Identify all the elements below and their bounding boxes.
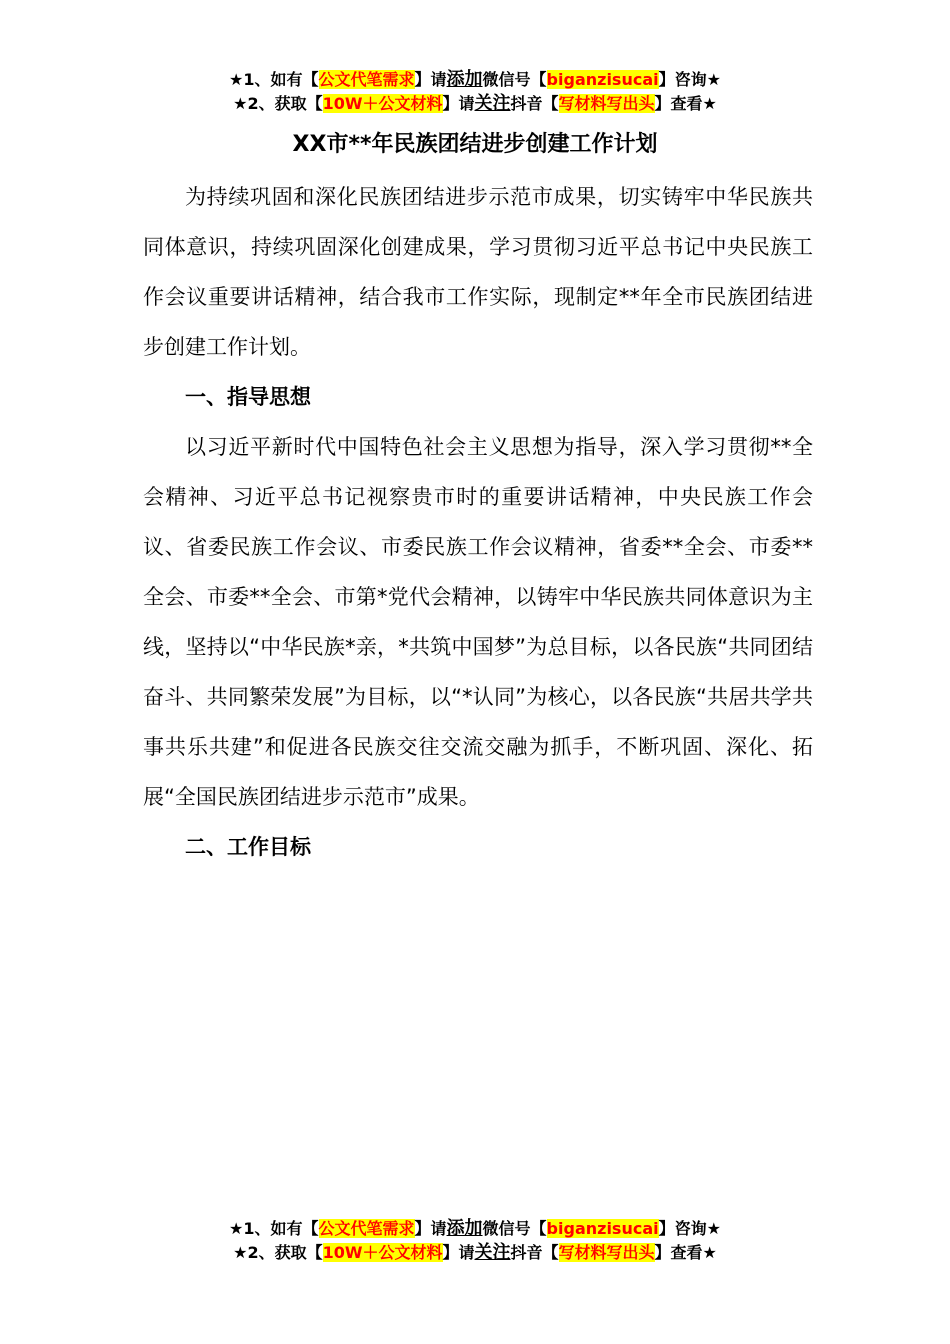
banner-emphasis: 添加 [446, 1218, 483, 1239]
banner-line-2 [0, 1241, 950, 1265]
banner-text: 】请 [442, 94, 475, 113]
banner-text: ★1、如有【 [229, 1219, 319, 1238]
banner-highlight: 公文代笔需求 [318, 1219, 415, 1238]
banner-text: 抖音【 [510, 94, 559, 113]
banner-text: 微信号【 [482, 1219, 547, 1238]
banner-highlight: 公文代笔需求 [318, 70, 415, 89]
document-title: XX市**年民族团结进步创建工作计划 [292, 132, 658, 157]
banner-emphasis: 添加 [446, 69, 483, 90]
section-heading-2: 二、工作目标 [185, 835, 311, 859]
banner-text: 】咨询★ [658, 70, 721, 89]
banner-line-1 [0, 68, 950, 92]
banner-highlight: biganzisucai [546, 1219, 659, 1238]
banner-line-2 [0, 92, 950, 116]
banner-text: 】请 [442, 1243, 475, 1262]
banner-text: 微信号【 [482, 70, 547, 89]
banner-text: ★2、获取【 [233, 1243, 323, 1262]
section-paragraph-1: 以习近平新时代中国特色社会主义思想为指导，深入学习贯彻**全会精神、习近平总书记视察贵市时的重要讲话精神，中央民族工作会议、省委民族工作会议、市委民族工作会议精神，省委**全会、市委**全会、市委**全会、市第*党代会精神，以铸牢中华民族共同体意识为主线，坚持以“中华民族*亲，*共筑中国梦”为总目标，以各民族“共同团结奋斗、共同繁荣发展”为目标，以“*认同”为核心，以各民族“共居共学共事共乐共建”和促进各民族交往交流交融为抓手，不断巩固、深化、拓展“全国民族团结进步示范市”成果。 [143, 435, 813, 809]
intro-paragraph: 为持续巩固和深化民族团结进步示范市成果，切实铸牢中华民族共同体意识，持续巩固深化创建成果，学习贯彻习近平总书记中央民族工作会议重要讲话精神，结合我市工作实际，现制定**年全市民族团结进步创建工作计划。 [143, 185, 813, 359]
banner-highlight: 写材料写出头 [558, 1243, 655, 1262]
banner-highlight: 10W＋公文材料 [322, 94, 443, 113]
header-banner [0, 68, 950, 116]
banner-text: 】查看★ [654, 94, 717, 113]
banner-text: ★2、获取【 [233, 94, 323, 113]
banner-text: 】请 [414, 1219, 447, 1238]
banner-line-1 [0, 1217, 950, 1241]
banner-highlight: biganzisucai [546, 70, 659, 89]
section-heading-1: 一、指导思想 [185, 385, 311, 409]
banner-text: 】查看★ [654, 1243, 717, 1262]
banner-text: 】咨询★ [658, 1219, 721, 1238]
banner-text: 】请 [414, 70, 447, 89]
footer-banner [0, 1217, 950, 1265]
banner-highlight: 10W＋公文材料 [322, 1243, 443, 1262]
banner-emphasis: 关注 [474, 1242, 511, 1263]
banner-text: 抖音【 [510, 1243, 559, 1262]
document-body [143, 172, 813, 872]
banner-emphasis: 关注 [474, 93, 511, 114]
banner-highlight: 写材料写出头 [558, 94, 655, 113]
banner-text: ★1、如有【 [229, 70, 319, 89]
